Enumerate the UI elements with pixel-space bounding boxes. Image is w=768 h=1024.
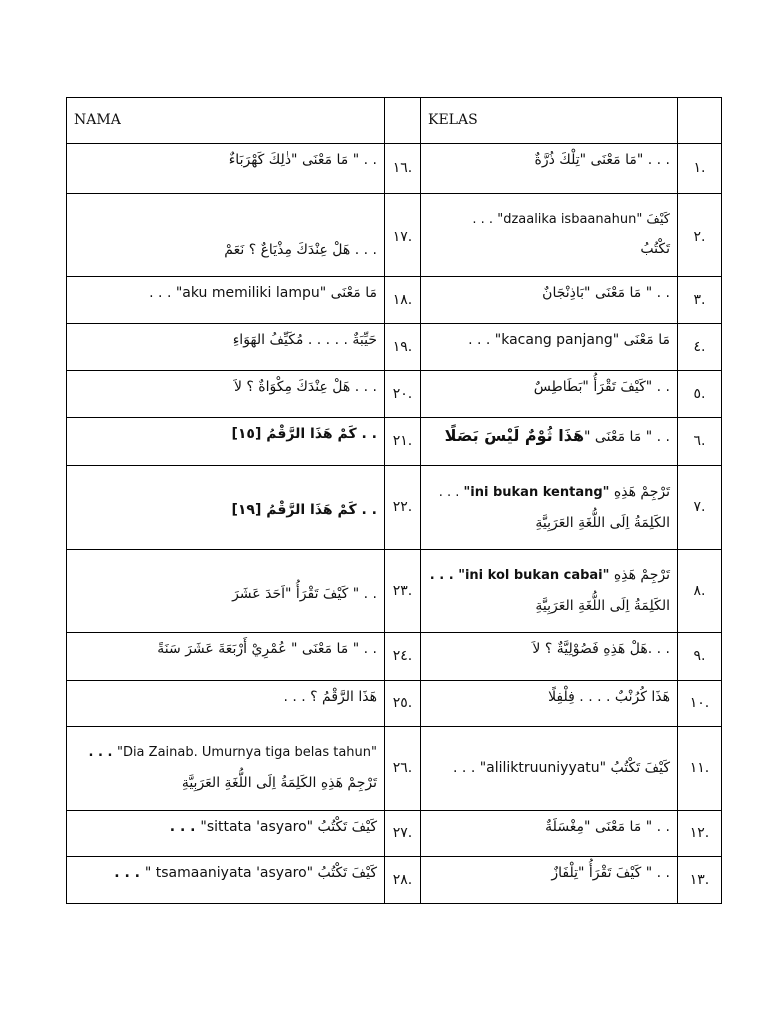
question-number: ٢٠. — [385, 371, 421, 418]
question-number: ٢. — [678, 194, 722, 277]
question-cell — [421, 550, 678, 633]
question-text: حَيِّبَةٌ . . . . . مُكَيِّفُ الهَوَاءِ — [67, 324, 385, 371]
question-text: . . . — [438, 484, 464, 500]
question-cell — [421, 418, 678, 466]
question-text: تَرْجِمْ هَذِهِ — [609, 483, 670, 500]
question-number: ٥. — [678, 371, 722, 418]
question-number: ١. — [678, 144, 722, 194]
table-row — [67, 466, 722, 550]
question-text: "Dia Zainab. Umurnya tiga belas tahun" — [116, 745, 377, 761]
question-number: ٢٥. — [385, 681, 421, 727]
question-cell — [67, 811, 385, 857]
question-number: ٩. — [678, 633, 722, 681]
question-text: تَرْجِمْ هَذِهِ — [609, 567, 670, 584]
question-text: . . " كَيْفَ تَقْرَأُ "اَحَدَ عَشَرَ — [67, 550, 385, 633]
table-row — [67, 144, 722, 194]
question-number: ٢٦. — [385, 727, 421, 811]
question-text: . . كَمْ هَذَا الرَّقْمُ [١٥] — [67, 418, 385, 466]
question-text: تَرْجِمْ هَذِهِ الكَلِمَةُ اِلَى اللُّغَةِ العَرَبِيَّةِ — [181, 774, 377, 791]
table-row — [67, 857, 722, 904]
question-number: ٣. — [678, 277, 722, 324]
question-text: مَا مَعْنَى "kacang panjang" . . . — [421, 324, 678, 371]
table-row — [67, 324, 722, 371]
question-number: ١٩. — [385, 324, 421, 371]
table-row — [67, 418, 722, 466]
question-number: ٢٤. — [385, 633, 421, 681]
question-cell — [67, 727, 385, 811]
name-label: NAMA — [67, 98, 385, 144]
question-text: . . . هَلْ عِنْدَكَ مِذْيَاعٌ ؟ نَعَمْ — [67, 194, 385, 277]
question-text: . . " مَا مَعْنَى "مِغْسَلَةٌ — [421, 811, 678, 857]
header-blank-cell — [678, 98, 722, 144]
question-text: كَيْفَ تَكْتُبُ "aliliktruuniyyatu" . . . — [421, 727, 678, 811]
question-number: ١٦. — [385, 144, 421, 194]
question-line — [74, 738, 377, 768]
class-label: KELAS — [421, 98, 678, 144]
question-text: . . " مَا مَعْنَى " — [584, 429, 670, 445]
question-cell — [67, 857, 385, 904]
header-row — [67, 98, 722, 144]
question-text: كَيْفَ تَكْتُبُ "tsamaaniyata 'asyaro " — [144, 865, 377, 881]
table-row — [67, 681, 722, 727]
question-number: ٨. — [678, 550, 722, 633]
table-row — [67, 550, 722, 633]
question-text: . . . هَلْ عِنْدَكَ مِكْوَاةٌ ؟ لاَ — [67, 371, 385, 418]
table-row — [67, 277, 722, 324]
question-text: . . . — [88, 745, 117, 761]
question-cell — [421, 466, 678, 550]
question-number: ٢٣. — [385, 550, 421, 633]
question-number: ١٧. — [385, 194, 421, 277]
question-text: كَيْفَ تَكْتُبُ "sittata 'asyaro" — [200, 819, 377, 835]
question-number: ١٨. — [385, 277, 421, 324]
question-cell — [421, 194, 678, 277]
question-number: ٢١. — [385, 418, 421, 466]
question-text: كَيْفَ "dzaalika isbaanahun" . . . — [472, 211, 670, 227]
table-row — [67, 727, 722, 811]
question-text: . . " مَا مَعْنَى "بَاذِنْجَانٌ — [421, 277, 678, 324]
question-text: . . . — [114, 865, 145, 881]
question-number: ٢٧. — [385, 811, 421, 857]
question-text: هَذَا كُرُنْبٌ . . . . فِلْفِلًا — [421, 681, 678, 727]
question-text: . . " مَا مَعْنَى " عُمْرِيْ أَرْبَعَةَ عَشَرَ سَنَةً — [67, 633, 385, 681]
question-keyword: "ini kol bukan cabai" . . . — [429, 568, 610, 584]
question-number: ٤. — [678, 324, 722, 371]
question-number: ٢٨. — [385, 857, 421, 904]
question-number: ٢٢. — [385, 466, 421, 550]
question-text: . . كَمْ هَذَا الرَّقْمُ [١٩] — [67, 466, 385, 550]
question-keyword: "ini bukan kentang" — [463, 484, 610, 500]
question-text: تَكْتُبُ — [640, 241, 670, 258]
question-number: ١١. — [678, 727, 722, 811]
question-keyword: هَذَا ثُوْمٌ لَيْسَ بَصَلًا — [444, 426, 585, 445]
question-text: . . " كَيْفَ تَقْرَأُ "تِلْفَازٌ — [421, 857, 678, 904]
question-line — [428, 477, 670, 508]
question-number: ١٢. — [678, 811, 722, 857]
question-number: ٧. — [678, 466, 722, 550]
worksheet-table — [66, 97, 722, 904]
header-blank-cell — [385, 98, 421, 144]
question-text: . . . — [169, 819, 201, 835]
question-text: هَذَا الرَّقْمُ ؟ . . . — [67, 681, 385, 727]
question-text: الكَلِمَةُ اِلَى اللُّغَةِ العَرَبِيَّةِ — [535, 514, 670, 531]
question-line — [428, 560, 670, 591]
question-text: مَا مَعْنَى "aku memiliki lampu" . . . — [67, 277, 385, 324]
table-row — [67, 811, 722, 857]
question-text: الكَلِمَةُ اِلَى اللُّغَةِ العَرَبِيَّةِ — [535, 598, 670, 614]
question-number: ١٣. — [678, 857, 722, 904]
question-text: . . "كَيْفَ تَقْرَأُ "بَطَاطِسٌ — [421, 371, 678, 418]
question-number: ١٠. — [678, 681, 722, 727]
question-text: . . .هَلْ هَذِهِ فَصُوْلِيَّةٌ ؟ لاَ — [421, 633, 678, 681]
question-number: ٦. — [678, 418, 722, 466]
question-text: . . . "مَا مَعْنَى "تِلْكَ ذُرَّةٌ — [421, 144, 678, 194]
table-row — [67, 371, 722, 418]
table-row — [67, 194, 722, 277]
question-text: . . " مَا مَعْنَى "ذٰلِكَ كَهْرَبَاءٌ — [67, 144, 385, 194]
table-row — [67, 633, 722, 681]
